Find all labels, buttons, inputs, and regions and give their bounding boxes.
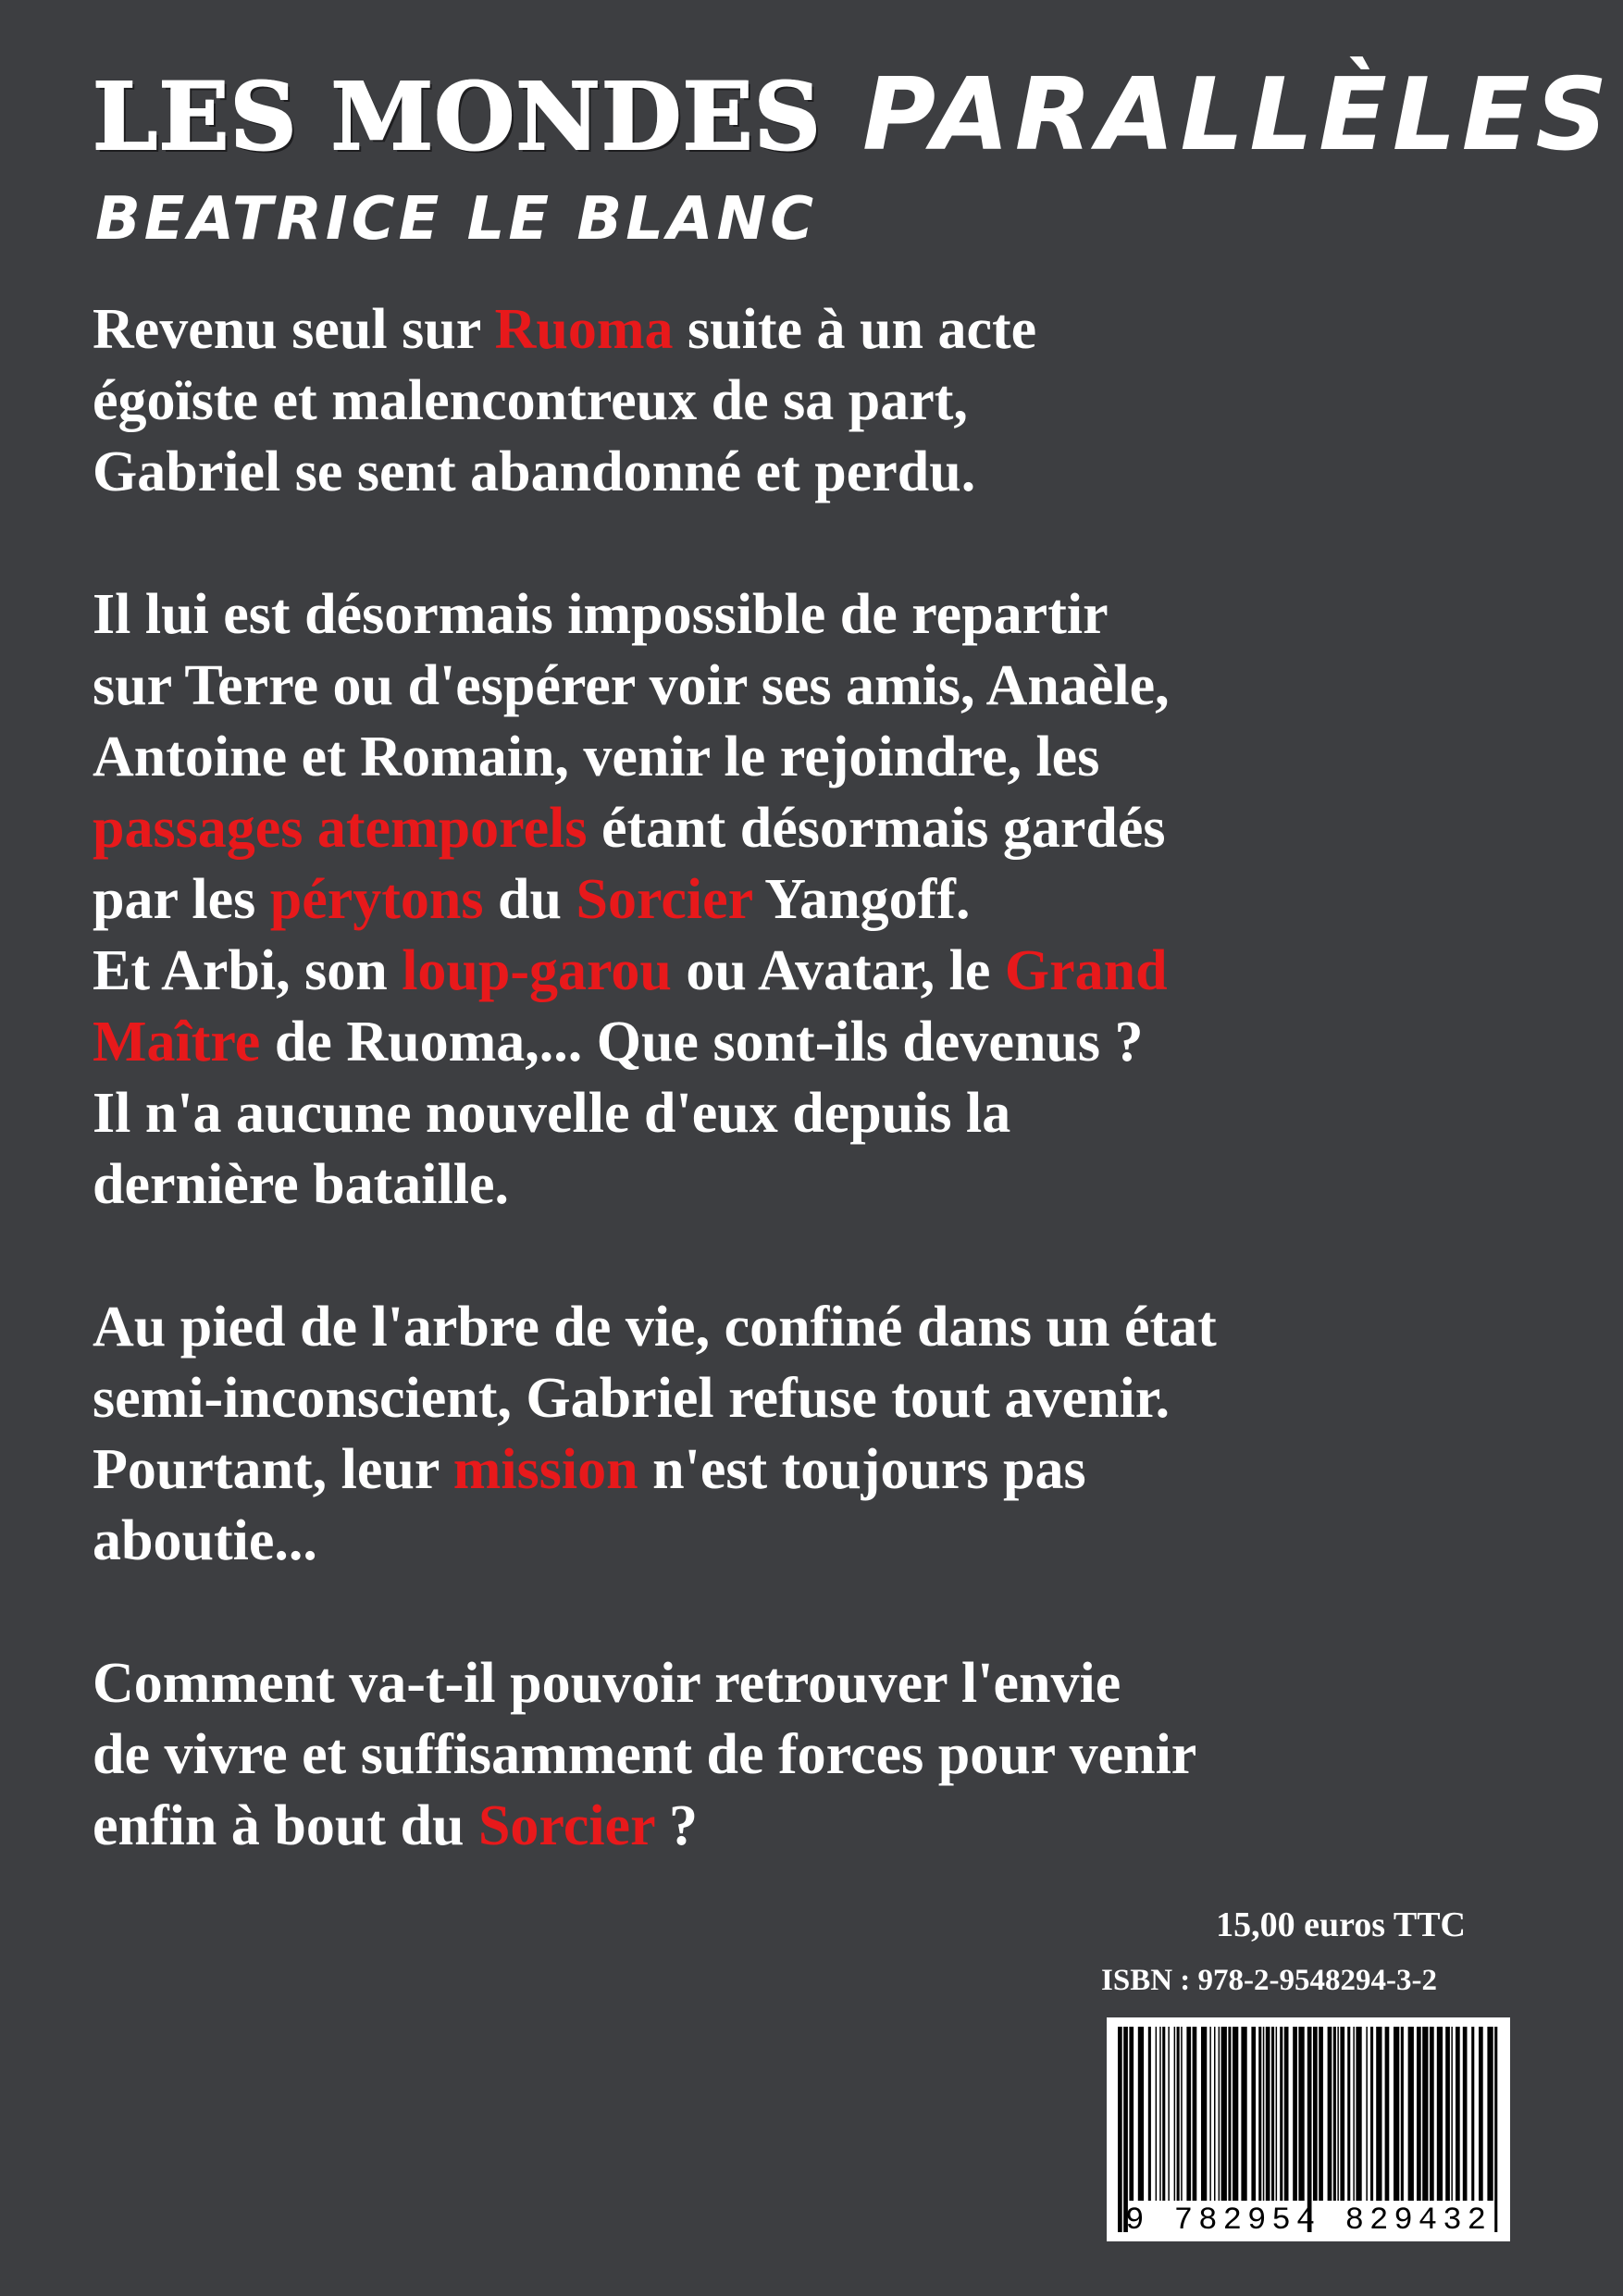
text-segment: ou Avatar, le [671, 939, 1005, 1002]
barcode-bar [1168, 2027, 1170, 2201]
barcode-bar [1445, 2027, 1450, 2201]
synopsis-line [93, 1363, 1592, 1434]
barcode-bar [1293, 2027, 1297, 2201]
synopsis-line [93, 793, 1592, 864]
barcode-bar [1328, 2027, 1332, 2201]
text-segment: Revenu seul sur [93, 298, 495, 361]
synopsis-line [93, 1007, 1592, 1078]
book-title [93, 57, 1613, 178]
barcode-bar [1479, 2027, 1483, 2201]
synopsis-line [93, 864, 1592, 936]
text-segment: enfin à bout du [93, 1794, 478, 1857]
barcode-bar [1456, 2027, 1460, 2201]
barcode-bar [1385, 2027, 1390, 2201]
barcode-bar [1347, 2027, 1350, 2201]
barcode-bar [1280, 2027, 1282, 2201]
title-part-1: LES MONDES [93, 62, 822, 171]
barcode-bar [1159, 2027, 1161, 2201]
barcode-bar [1221, 2027, 1227, 2201]
text-segment: étant désormais gardés [587, 797, 1166, 860]
synopsis-line [93, 936, 1592, 1007]
barcode-bar [1209, 2027, 1211, 2201]
barcode-bar [1494, 2027, 1497, 2232]
highlighted-term: loup-garou [402, 939, 672, 1002]
text-segment: suite à un acte [673, 298, 1037, 361]
text-segment: ? [654, 1794, 698, 1857]
author-name: BEATRICE LE BLANC [95, 185, 818, 254]
barcode-bar [1337, 2027, 1339, 2201]
text-segment: Yangoff. [752, 868, 971, 931]
barcode-bar [1181, 2027, 1183, 2201]
text-segment: Antoine et Romain, venir le rejoindre, les [93, 726, 1100, 788]
barcode-bar [1463, 2027, 1468, 2201]
barcode-bar [1376, 2027, 1381, 2201]
synopsis [93, 294, 1592, 1862]
barcode-bar [1241, 2027, 1246, 2201]
barcode-bar [1417, 2027, 1421, 2201]
barcode-bar [1366, 2027, 1368, 2201]
barcode-bar [1284, 2027, 1289, 2201]
highlighted-term: Maître [93, 1011, 261, 1074]
barcode-bar [1401, 2027, 1404, 2201]
barcode-bar [1437, 2027, 1443, 2201]
barcode-bar [1422, 2027, 1428, 2201]
barcode-bar [1123, 2027, 1128, 2232]
highlighted-term: Grand [1004, 939, 1168, 1002]
text-segment: du [483, 868, 576, 931]
barcode-bar [1177, 2027, 1180, 2201]
barcode-bar [1263, 2027, 1265, 2201]
text-segment: Pourtant, leur [93, 1438, 453, 1501]
barcode-bar [1258, 2027, 1261, 2201]
synopsis-line [93, 1719, 1592, 1791]
barcode-bar [1356, 2027, 1361, 2201]
synopsis-line [93, 1506, 1592, 1577]
highlighted-term: Ruoma [494, 298, 674, 361]
synopsis-line [93, 1648, 1592, 1719]
text-segment: aboutie... [93, 1509, 317, 1572]
synopsis-line [93, 294, 1592, 366]
text-segment: Comment va-t-il pouvoir retrouver l'envie [93, 1652, 1121, 1715]
highlighted-term: mission [452, 1438, 638, 1501]
barcode-bar [1333, 2027, 1336, 2201]
barcode-bar [1353, 2027, 1355, 2201]
barcode [1107, 2017, 1510, 2241]
barcode-bar [1214, 2027, 1216, 2201]
text-segment: sur Terre ou d'espérer voir ses amis, Anaèle, [93, 654, 1170, 717]
synopsis-paragraph [93, 1292, 1592, 1577]
barcode-bar [1193, 2027, 1197, 2201]
barcode-bar [1148, 2027, 1151, 2201]
highlighted-term: Sorcier [576, 868, 753, 931]
text-segment: de Ruoma,... Que sont-ils devenus ? [260, 1011, 1144, 1074]
barcode-bar [1156, 2027, 1158, 2201]
highlighted-term: pérytons [269, 868, 484, 931]
barcode-bar [1174, 2027, 1176, 2201]
barcode-bar [1201, 2027, 1207, 2201]
barcode-bar [1430, 2027, 1434, 2201]
text-segment: Il n'a aucune nouvelle d'eux depuis la [93, 1082, 1011, 1145]
barcode-bar [1370, 2027, 1373, 2201]
text-segment: dernière bataille. [93, 1153, 509, 1216]
highlighted-term: passages atemporels [93, 797, 588, 860]
text-segment: Il lui est désormais impossible de repartir [93, 583, 1109, 646]
barcode-bar [1138, 2027, 1144, 2201]
barcode-bar [1307, 2027, 1312, 2232]
barcode-bar [1129, 2027, 1134, 2201]
synopsis-line [93, 651, 1592, 722]
barcode-bar [1233, 2027, 1238, 2201]
text-segment: Et Arbi, son [93, 939, 403, 1002]
synopsis-line [93, 1292, 1592, 1363]
synopsis-paragraph [93, 294, 1592, 508]
synopsis-paragraph [93, 1648, 1592, 1862]
highlighted-term: Sorcier [477, 1794, 655, 1857]
barcode-bar [1266, 2027, 1270, 2201]
barcode-bar [1313, 2027, 1318, 2201]
text-segment: égoïste et malencontreux de sa part, [93, 369, 968, 432]
synopsis-line [93, 366, 1592, 437]
barcode-bar [1251, 2027, 1256, 2201]
isbn-label: ISBN : 978-2-9548294-3-2 [1101, 1964, 1437, 1997]
barcode-bar [1219, 2027, 1220, 2201]
text-segment: par les [93, 868, 270, 931]
barcode-bar [1186, 2027, 1191, 2201]
barcode-bar [1271, 2027, 1274, 2201]
text-segment: Au pied de l'arbre de vie, confiné dans un état [93, 1296, 1217, 1359]
text-segment: n'est toujours pas [638, 1438, 1086, 1501]
barcode-bar [1340, 2027, 1344, 2201]
barcode-bar [1319, 2027, 1323, 2201]
barcode-bar [1408, 2027, 1414, 2201]
text-segment: semi-inconscient, Gabriel refuse tout avenir. [93, 1367, 1171, 1430]
barcode-bar [1471, 2027, 1474, 2201]
synopsis-line [93, 437, 1592, 508]
synopsis-line [93, 579, 1592, 651]
barcode-bar [1118, 2027, 1122, 2232]
text-segment: Gabriel se sent abandonné et perdu. [93, 441, 976, 503]
text-segment: de vivre et suffisamment de forces pour venir [93, 1723, 1197, 1786]
price-label: 15,00 euros TTC [1216, 1905, 1466, 1944]
barcode-bar [1298, 2027, 1304, 2201]
synopsis-line [93, 1434, 1592, 1506]
barcode-bar [1162, 2027, 1165, 2201]
barcode-bar [1487, 2027, 1493, 2201]
synopsis-line [93, 1078, 1592, 1149]
barcode-bar [1276, 2027, 1278, 2201]
title-part-2: PARALLÈLES [861, 57, 1614, 173]
barcode-digits: 9 782954 829432 [1124, 2203, 1493, 2239]
barcode-bar [1394, 2027, 1399, 2201]
synopsis-line [93, 1149, 1592, 1221]
synopsis-paragraph [93, 579, 1592, 1221]
barcode-bar [1451, 2027, 1453, 2201]
barcode-bar [1228, 2027, 1231, 2201]
synopsis-line [93, 1791, 1592, 1862]
synopsis-line [93, 722, 1592, 793]
